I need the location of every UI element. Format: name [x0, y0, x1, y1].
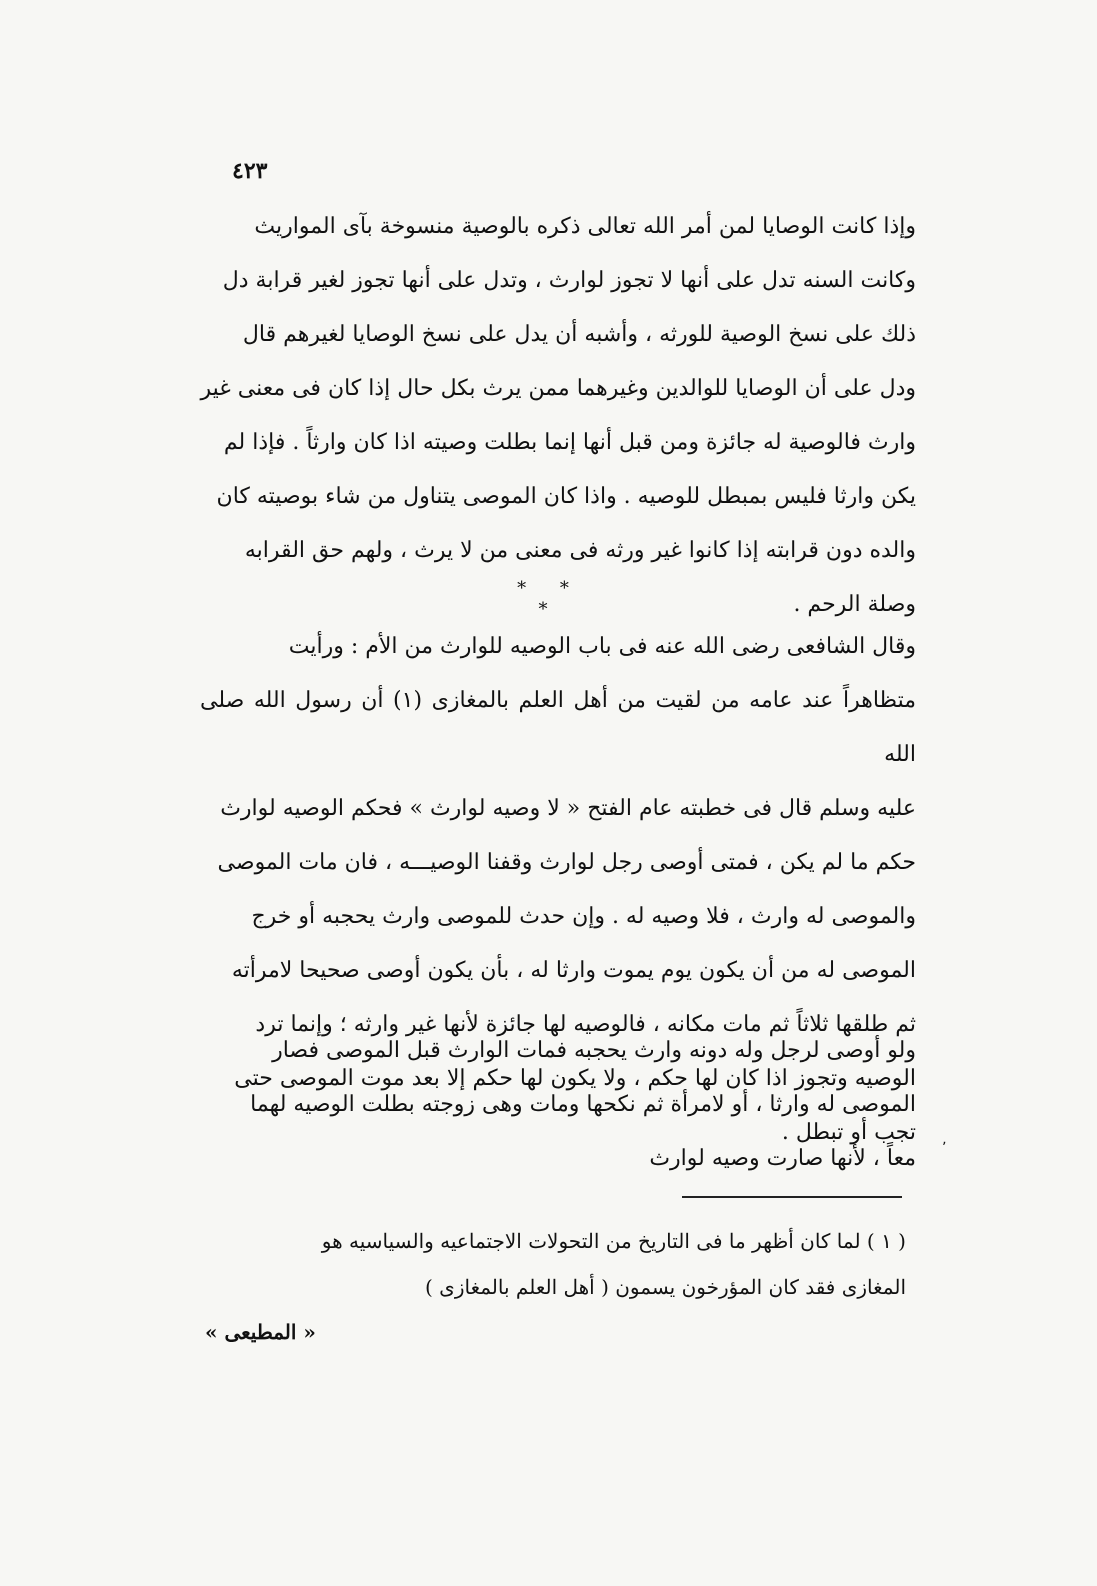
text-line: يكن وارثا فليس بمبطل للوصيه . واذا كان الموصى يتناول من شاء بوصيته كان: [216, 484, 916, 509]
text-line: والده دون قرابته إذا كانوا غير ورثه فى معنى من لا يرث ، ولهم حق القرابه: [244, 538, 916, 563]
text-line: الموصى له وارثا ، أو لامرأة ثم نكحها ومات وهى زوجته بطلت الوصيه لهما: [250, 1092, 916, 1117]
page-number: ٤٢٣: [232, 158, 268, 184]
paragraph-wills-abrogation: [200, 200, 916, 632]
signature: « المطيعى »: [205, 1320, 316, 1344]
text-line: حكم ما لم يكن ، فمتى أوصى رجل لوارث وقفنا الوصيـــه ، فان مات الموصى: [217, 850, 916, 875]
footnote-line: ( ١ ) لما كان أظهر ما فى التاريخ من التحولات الاجتماعيه والسياسيه هو: [321, 1229, 906, 1253]
text-line: معاً ، لأنها صارت وصيه لوارث: [649, 1146, 916, 1171]
text-line: تجب أو تبطل .: [781, 1120, 916, 1145]
text-line: وارث فالوصية له جائزة ومن قبل أنها إنما بطلت وصيته اذا كان وارثاً . فإذا لم: [223, 430, 916, 455]
text-line: ولو أوصى لرجل وله دونه وارث يحجبه فمات الوارث قبل الموصى فصار: [272, 1038, 916, 1063]
text-line: ذلك على نسخ الوصية للورثه ، وأشبه أن يدل على نسخ الوصايا لغيرهم قال: [242, 322, 916, 347]
text-line: ودل على أن الوصايا للوالدين وغيرهما ممن يرث بكل حال إذا كان فى معنى غير: [200, 376, 916, 401]
paragraph-bequest-heir: [200, 1024, 916, 1186]
text-line: والموصى له وارث ، فلا وصيه له . وإن حدث للموصى وارث يحجبه أو خرج: [251, 904, 916, 929]
margin-mark: ٬: [942, 1140, 947, 1156]
footnote-line: المغازى فقد كان المؤرخون يسمون ( أهل العلم بالمغازى ): [425, 1275, 906, 1299]
text-line: عليه وسلم قال فى خطبته عام الفتح « لا وصيه لوارث » فحكم الوصيه لوارث: [220, 796, 916, 821]
text-line: ثم طلقها ثلاثاً ثم مات مكانه ، فالوصيه لها جائزة لأنها غير وارثه ؛ وإنما ترد: [255, 1012, 916, 1037]
text-line: الوصيه وتجوز اذا كان لها حكم ، ولا يكون لها حكم إلا بعد موت الموصى حتى: [234, 1066, 916, 1091]
section-separator: * * *: [517, 578, 583, 620]
text-line: الموصى له من أن يكون يوم يموت وارثا له ، بأن يكون أوصى صحيحا لامرأته: [231, 958, 916, 983]
text-line: وإذا كانت الوصايا لمن أمر الله تعالى ذكره بالوصية منسوخة بآى المواريث: [254, 214, 916, 239]
text-line: وصلة الرحم .: [793, 592, 916, 617]
footnotes: [190, 1218, 906, 1310]
text-line: وقال الشافعى رضى الله عنه فى باب الوصيه للوارث من الأم : ورأيت: [288, 634, 916, 659]
text-line: وكانت السنه تدل على أنها لا تجوز لوارث ، وتدل على أنها تجوز لغير قرابة دل: [222, 268, 916, 293]
footnote-divider: [682, 1196, 902, 1198]
text-line: متظاهراً عند عامه من لقيت من أهل العلم بالمغازى (١) أن رسول الله صلى الله: [200, 688, 916, 767]
